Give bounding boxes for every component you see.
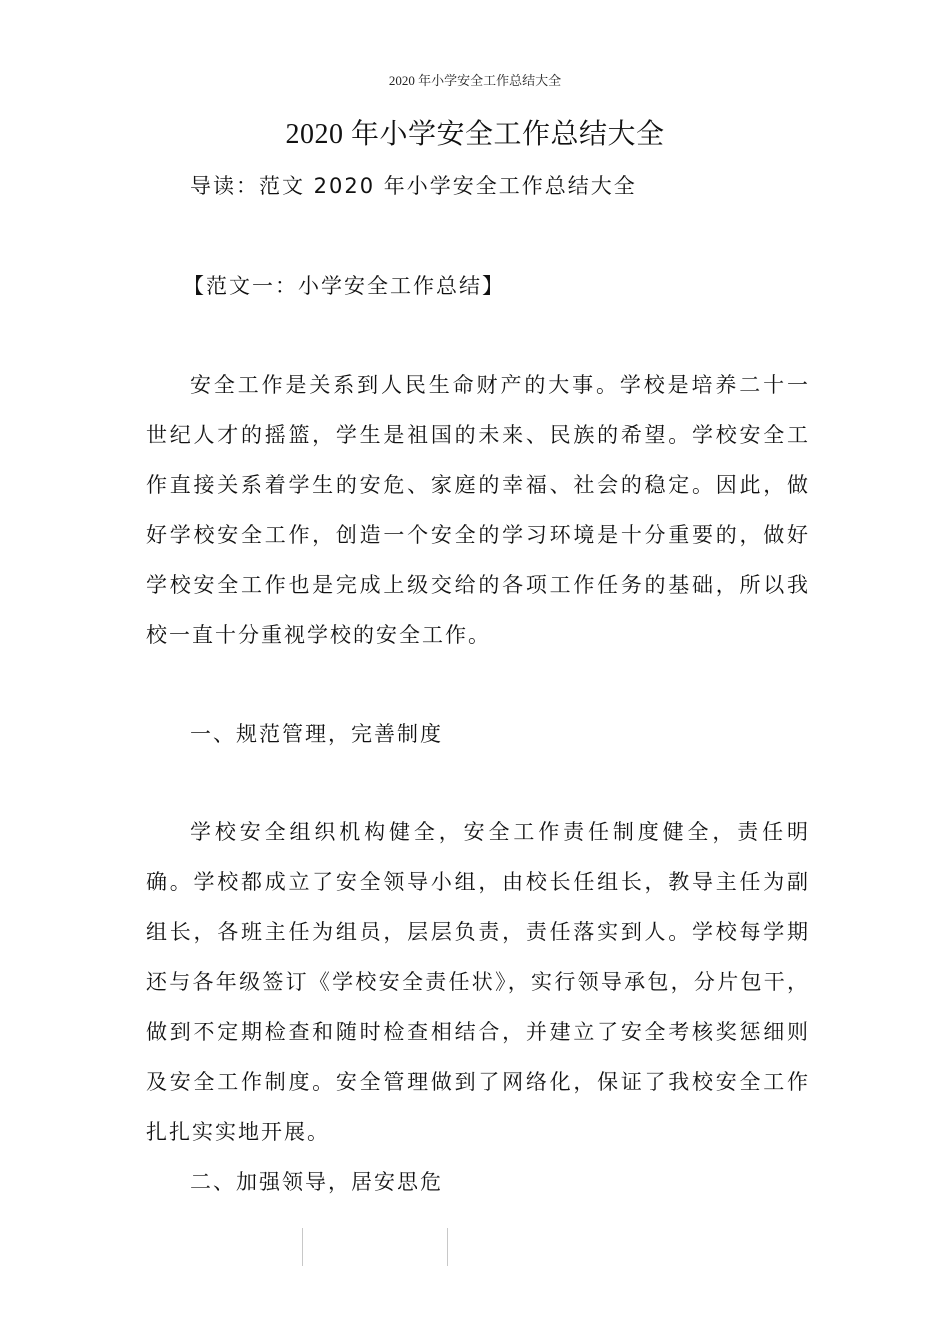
intro-line: 导读：范文 2020 年小学安全工作总结大全 [190, 174, 637, 198]
body-paragraph-1: 安全工作是关系到人民生命财产的大事。学校是培养二十一世纪人才的摇篮，学生是祖国的未来、民族的希望。学校安全工作直接关系着学生的安危、家庭的幸福、社会的稳定。因此，做好学校安全工作，创造一个安全的学习环境是十分重要的，做好学校安全工作也是完成上级交给的各项工作任务的基础，所以我校一直十分重视学校的安全工作。 [146, 373, 810, 647]
running-header: 2020 年小学安全工作总结大全 [388, 73, 562, 88]
section-label: 【范文一：小学安全工作总结】 [183, 274, 505, 298]
document-title: 2020 年小学安全工作总结大全 [285, 119, 665, 150]
body-paragraph-2: 学校安全组织机构健全，安全工作责任制度健全，责任明确。学校都成立了安全领导小组，由校长任组长，教导主任为副组长，各班主任为组员，层层负责，责任落实到人。学校每学期还与各年级签订《学校安全责任状》，实行领导承包，分片包干，做到不定期检查和随时检查相结合，并建立了安全考核奖惩细则及安全工作制度。安全管理做到了网络化，保证了我校安全工作扎扎实实地开展。 [146, 820, 810, 1144]
section-heading-1: 一、规范管理，完善制度 [190, 722, 443, 746]
section-heading-2: 二、加强领导，居安思危 [190, 1170, 443, 1194]
page-divider-mark [447, 1228, 448, 1266]
page-divider-mark [302, 1228, 303, 1266]
